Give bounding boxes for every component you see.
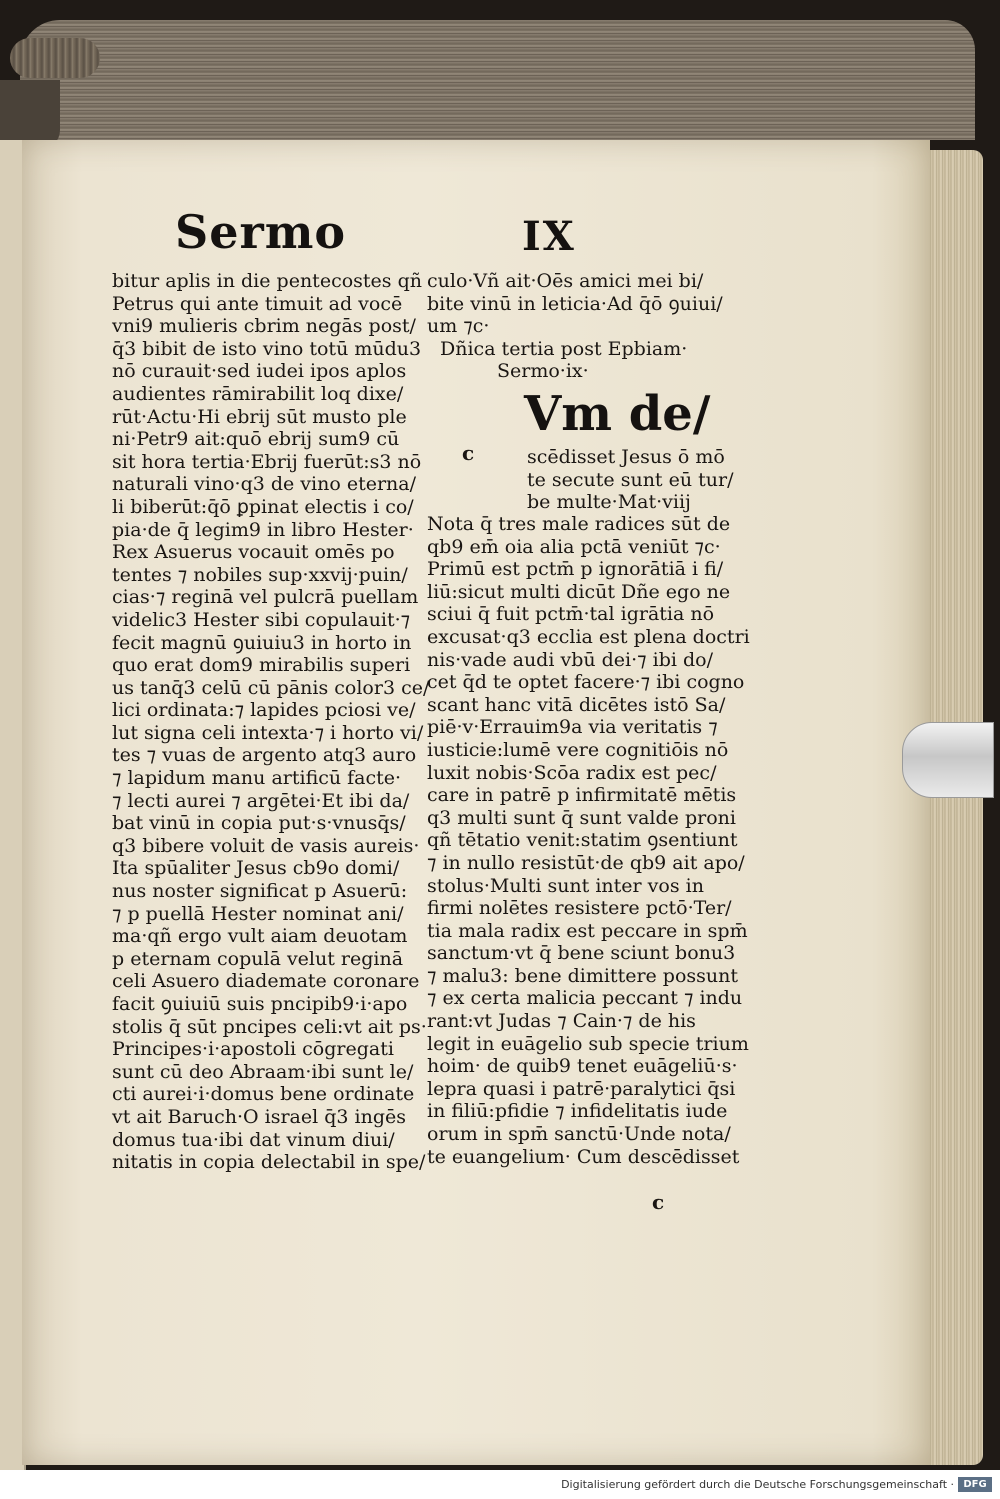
footer-bar xyxy=(0,1472,1000,1499)
text-line: lepra quasi i patrē·paralytici q̄si xyxy=(427,1077,736,1100)
text-line: fecit magnū ꝯuiuiu3 in horto in xyxy=(112,631,412,654)
text-line: Rex Asuerus vocauit omēs po xyxy=(112,541,395,564)
text-line: excusat·q3 ecclia est plena doctri xyxy=(427,625,750,648)
funding-note: Digitalisierung gefördert durch die Deutsche Forschungsgemeinschaft · xyxy=(561,1478,954,1491)
text-line: ma·qñ ergo vult aiam deuotam xyxy=(112,925,408,948)
text-line: nitatis in copia delectabil in spe/ xyxy=(112,1151,426,1174)
book-top-edge xyxy=(20,20,975,140)
text-line: piē·v·Errauim9a via veritatis ⁊ xyxy=(427,716,718,739)
text-line: q3 bibere voluit de vasis aureis· xyxy=(112,834,420,857)
text-line: p eternam copulā velut reginā xyxy=(112,947,404,970)
sermo-label: Sermo·ix· xyxy=(497,360,589,382)
text-line: Nota q̄ tres male radices sūt de xyxy=(427,513,731,535)
text-line: um ⁊c· xyxy=(427,315,490,338)
text-line: in filiū:pfidie ⁊ infidelitatis iude xyxy=(427,1100,728,1123)
spine-band xyxy=(10,38,100,78)
text-line: rant:vt Judas ⁊ Cain·⁊ de his xyxy=(427,1010,696,1033)
text-line: nus noster significat p Asuerū: xyxy=(112,880,408,903)
text-line: tia mala radix est peccare in spm̄ xyxy=(427,919,748,942)
right-text-column-top xyxy=(427,270,723,338)
running-head-left: Sermo xyxy=(175,205,347,259)
text-line: luxit nobis·Scōa radix est pec/ xyxy=(427,761,717,784)
text-line: tes ⁊ vuas de argento atq3 auro xyxy=(112,744,417,767)
text-line: cet q̄d te optet facere·⁊ ibi cogno xyxy=(427,671,745,694)
text-line: sit hora tertia·Ebrij fuerūt:s3 nō xyxy=(112,450,422,473)
indented-line-1: scēdisset Jesus ō mō xyxy=(527,446,725,468)
text-line: scant hanc vitā dicētes istō Sa/ xyxy=(427,693,726,716)
text-line: celi Asuero diademate coronare xyxy=(112,970,420,993)
dfg-logo: DFG xyxy=(958,1477,992,1492)
text-line: ⁊ ex certa malicia peccant ⁊ indu xyxy=(427,987,743,1010)
text-line: ⁊ p puellā Hester nominat ani/ xyxy=(112,902,404,925)
text-line: nis·vade audi vbū dei·⁊ ibi do/ xyxy=(427,648,713,671)
right-text-column-body xyxy=(427,513,750,1168)
section-title: Dñica tertia post Epbiam· xyxy=(440,338,688,360)
text-line: iusticie:lumē vere cognitiōis nō xyxy=(427,738,729,761)
text-line: rūt·Actu·Hi ebrij sūt musto ple xyxy=(112,405,407,428)
text-line: vt ait Baruch·O israel q̄3 ingēs xyxy=(112,1105,406,1128)
text-line: ⁊ lecti aurei ⁊ argētei·Et ibi da/ xyxy=(112,789,410,812)
text-line: Principes·i·apostoli cōgregati xyxy=(112,1038,394,1061)
text-line: bitur aplis in die pentecostes qñ xyxy=(112,270,422,292)
text-line: stolus·Multi sunt inter vos in xyxy=(427,874,704,897)
text-line: bite vinū in leticia·Ad q̄ō ꝯuiui/ xyxy=(427,292,723,315)
text-line: orum in spm̄ sanctū·Unde nota/ xyxy=(427,1123,731,1146)
text-line: vni9 mulieris cbrim negās post/ xyxy=(112,315,416,338)
decorated-initial: Vm de/ xyxy=(524,386,711,442)
text-line: facit ꝯuiuiū suis pncipib9·i·apo xyxy=(112,993,408,1015)
text-line: firmi nolētes resistere pctō·Ter/ xyxy=(427,897,732,920)
text-line: culo·Vñ ait·Oēs amici mei bi/ xyxy=(427,270,704,292)
text-line: q̄3 bibit de isto vino totū mūdu3 xyxy=(112,337,422,360)
page-clip xyxy=(902,722,994,798)
text-line: cti aurei·i·domus bene ordinate xyxy=(112,1083,415,1106)
text-line: naturali vino·q3 de vino eterna/ xyxy=(112,473,416,496)
signature-mark: c xyxy=(652,1190,665,1214)
text-line: care in patrē p infirmitatē mētis xyxy=(427,784,737,807)
text-line: qñ tētatio venit:statim ꝯsentiunt xyxy=(427,829,738,852)
text-line: sanctum·vt q̄ bene sciunt bonu3 xyxy=(427,942,736,965)
text-line: quo erat dom9 mirabilis superi xyxy=(112,654,411,677)
text-line: hoim· de quib9 tenet euāgeliū·s· xyxy=(427,1055,738,1078)
page-stack-edge xyxy=(925,150,983,1465)
text-line: audientes rāmirabilit loq dixe/ xyxy=(112,382,404,405)
text-line: ni·Petr9 ait:quō ebrij sum9 cū xyxy=(112,428,400,451)
text-line: Ita spūaliter Jesus cb9o domi/ xyxy=(112,857,400,880)
text-line: te euangelium· Cum descēdisset xyxy=(427,1145,740,1168)
text-line: cias·⁊ reginā vel pulcrā puellam xyxy=(112,586,419,609)
left-text-column xyxy=(112,270,429,1174)
text-line: domus tua·ibi dat vinum diui/ xyxy=(112,1128,395,1151)
text-line: sciui q̄ fuit pctm̄·tal igrātia nō xyxy=(427,603,715,626)
text-line: bat vinū in copia put·s·vnusq̄s/ xyxy=(112,812,406,835)
text-line: Primū est pctm̄ p ignorātiā i fi/ xyxy=(427,558,724,581)
text-line: legit in euāgelio sub specie trium xyxy=(427,1032,749,1055)
text-line: q3 multi sunt q̄ sunt valde proni xyxy=(427,806,736,829)
text-line: tentes ⁊ nobiles sup·xxvij·puin/ xyxy=(112,563,408,586)
running-head-right: IX xyxy=(522,213,576,260)
text-line: us tanq̄3 celū cū pānis color3 ce/ xyxy=(112,676,430,699)
text-line: stolis q̄ sūt pncipes celi:vt ait ps· xyxy=(112,1015,427,1038)
text-line: ⁊ lapidum manu artificū facte· xyxy=(112,767,402,790)
text-line: lut signa celi intexta·⁊ i horto vi/ xyxy=(112,721,424,744)
text-line: ⁊ in nullo resistūt·de qb9 ait apo/ xyxy=(427,851,745,874)
indented-line-3: be multe·Mat·viij xyxy=(527,491,691,514)
text-line: qb9 em̄ oia alia pctā veniūt ⁊c· xyxy=(427,535,721,558)
text-line: ⁊ malu3: bene dimittere possunt xyxy=(427,964,739,987)
text-line: videlic3 Hester sibi copulauit·⁊ xyxy=(112,608,411,631)
text-line: pia·de q̄ legim9 in libro Hester· xyxy=(112,518,414,541)
text-line: nō curauit·sed iudei ipos aplos xyxy=(112,360,407,383)
text-line: lici ordinata:⁊ lapides pciosi ve/ xyxy=(112,699,416,722)
indented-line-2: te secute sunt eū tur/ xyxy=(527,468,734,491)
text-line: li biberūt:q̄ō ꝑpinat electis i co/ xyxy=(112,495,414,518)
text-line: sunt cū deo Abraam·ibi sunt le/ xyxy=(112,1060,414,1083)
text-line: liū:sicut multi dicūt Dñe ego ne xyxy=(427,580,731,603)
text-line: Petrus qui ante timuit ad vocē xyxy=(112,292,403,315)
marginal-letter: c xyxy=(462,441,475,465)
